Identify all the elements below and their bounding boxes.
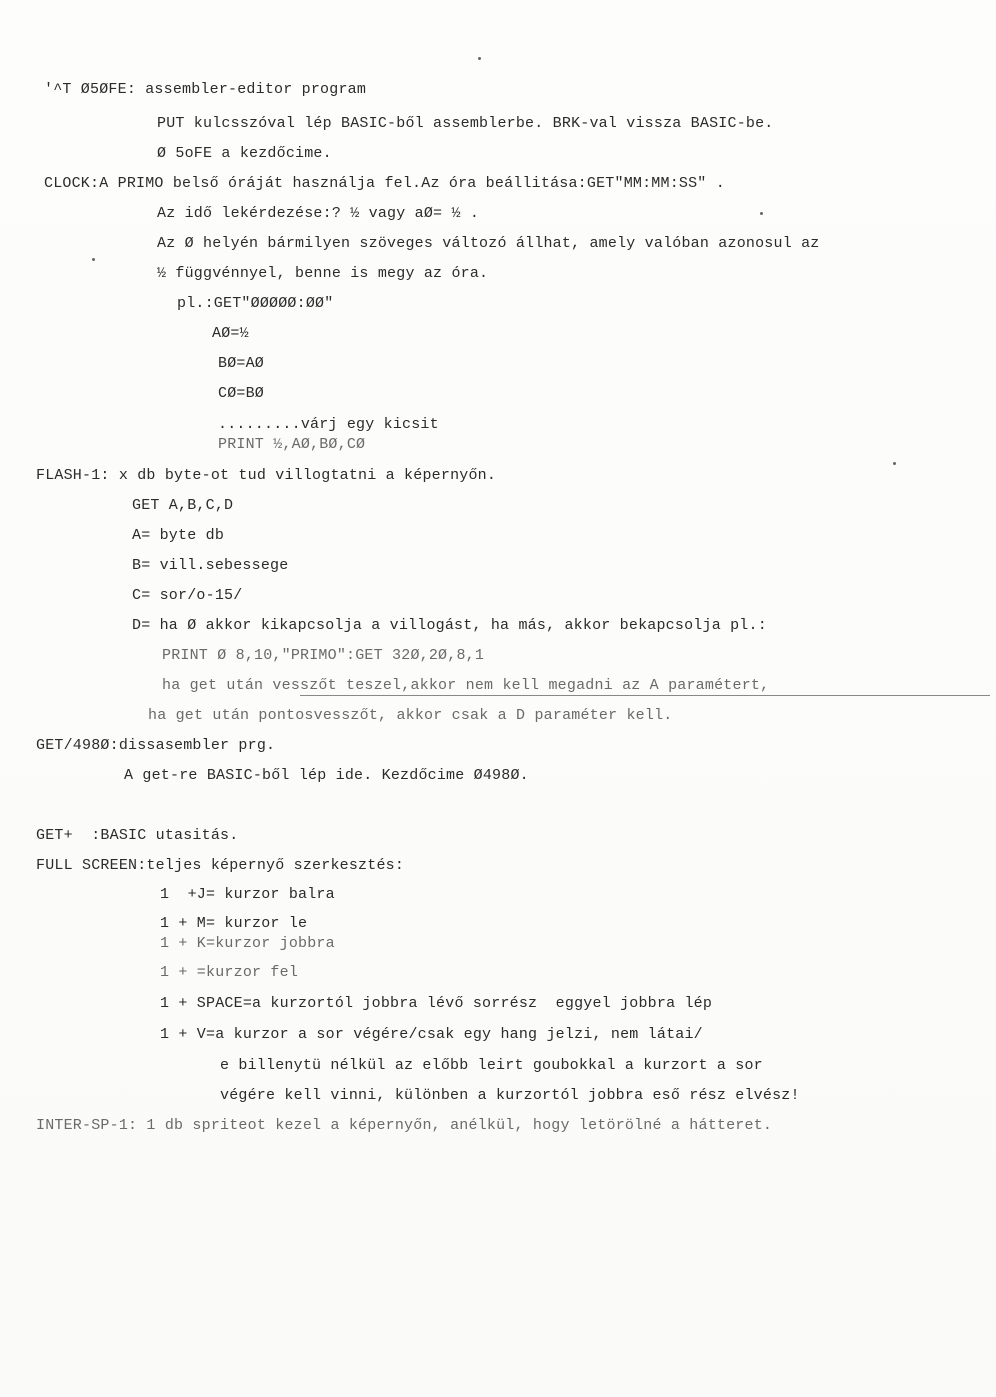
- line-9: AØ=½: [212, 325, 249, 342]
- line-2: PUT kulcsszóval lép BASIC-ből assemblerbe. BRK-val vissza BASIC-be.: [157, 115, 774, 132]
- line-8: pl.:GET"ØØØØØ:ØØ": [177, 295, 334, 312]
- line-27: 1 +J= kurzor balra: [160, 886, 335, 903]
- line-10: BØ=AØ: [218, 355, 265, 372]
- line-6: Az Ø helyén bármilyen szöveges változó állhat, amely valóban azonosul az: [157, 235, 820, 252]
- line-15: GET A,B,C,D: [132, 497, 234, 514]
- line-30: 1 + =kurzor fel: [160, 964, 299, 981]
- line-12: .........várj egy kicsit: [218, 416, 439, 433]
- line-21: ha get után vesszőt teszel,akkor nem kell megadni az A paramétert,: [162, 677, 770, 694]
- line-3: Ø 5oFE a kezdőcime.: [157, 145, 332, 162]
- line-14: FLASH-1: x db byte-ot tud villogtatni a képernyőn.: [36, 467, 497, 484]
- line-34: végére kell vinni, különben a kurzortól jobbra eső rész elvész!: [220, 1087, 800, 1104]
- line-25: GET+ :BASIC utasitás.: [36, 827, 239, 844]
- line-32: 1 + V=a kurzor a sor végére/csak egy hang jelzi, nem látai/: [160, 1026, 703, 1043]
- speck-1: [478, 57, 481, 60]
- line-4: CLOCK:A PRIMO belső óráját használja fel.Az óra beállitása:GET"MM:MM:SS" .: [44, 175, 725, 192]
- line-13: PRINT ½,AØ,BØ,CØ: [218, 436, 366, 453]
- line-16: A= byte db: [132, 527, 225, 544]
- line-22: ha get után pontosvesszőt, akkor csak a D paraméter kell.: [148, 707, 673, 724]
- speck-3: [893, 462, 896, 465]
- line-17: B= vill.sebessege: [132, 557, 289, 574]
- speck-4: [760, 212, 763, 215]
- line-11: CØ=BØ: [218, 385, 265, 402]
- line-24: A get-re BASIC-ből lép ide. Kezdőcime Ø498Ø.: [124, 767, 529, 784]
- line-1: '^T Ø5ØFE: assembler-editor program: [44, 81, 367, 98]
- line-33: e billenytü nélkül az előbb leirt goubokkal a kurzort a sor: [220, 1057, 763, 1074]
- line-23: GET/498Ø:dissasembler prg.: [36, 737, 276, 754]
- speck-2: [92, 258, 95, 261]
- line-28: 1 + M= kurzor le: [160, 915, 308, 932]
- line-18: C= sor/o-15/: [132, 587, 243, 604]
- line-29: 1 + K=kurzor jobbra: [160, 935, 335, 952]
- line-20: PRINT Ø 8,10,"PRIMO":GET 32Ø,2Ø,8,1: [162, 647, 485, 664]
- line-19: D= ha Ø akkor kikapcsolja a villogást, ha más, akkor bekapcsolja pl.:: [132, 617, 767, 634]
- line-35: INTER-SP-1: 1 db spriteot kezel a képernyőn, anélkül, hogy letörölné a hátteret.: [36, 1117, 773, 1134]
- line-31: 1 + SPACE=a kurzortól jobbra lévő sorrész eggyel jobbra lép: [160, 995, 713, 1012]
- line-26: FULL SCREEN:teljes képernyő szerkesztés:: [36, 857, 405, 874]
- line-5: Az idő lekérdezése:? ½ vagy aØ= ½ .: [157, 205, 480, 222]
- strike-rule: [300, 695, 990, 696]
- line-7: ½ függvénnyel, benne is megy az óra.: [157, 265, 489, 282]
